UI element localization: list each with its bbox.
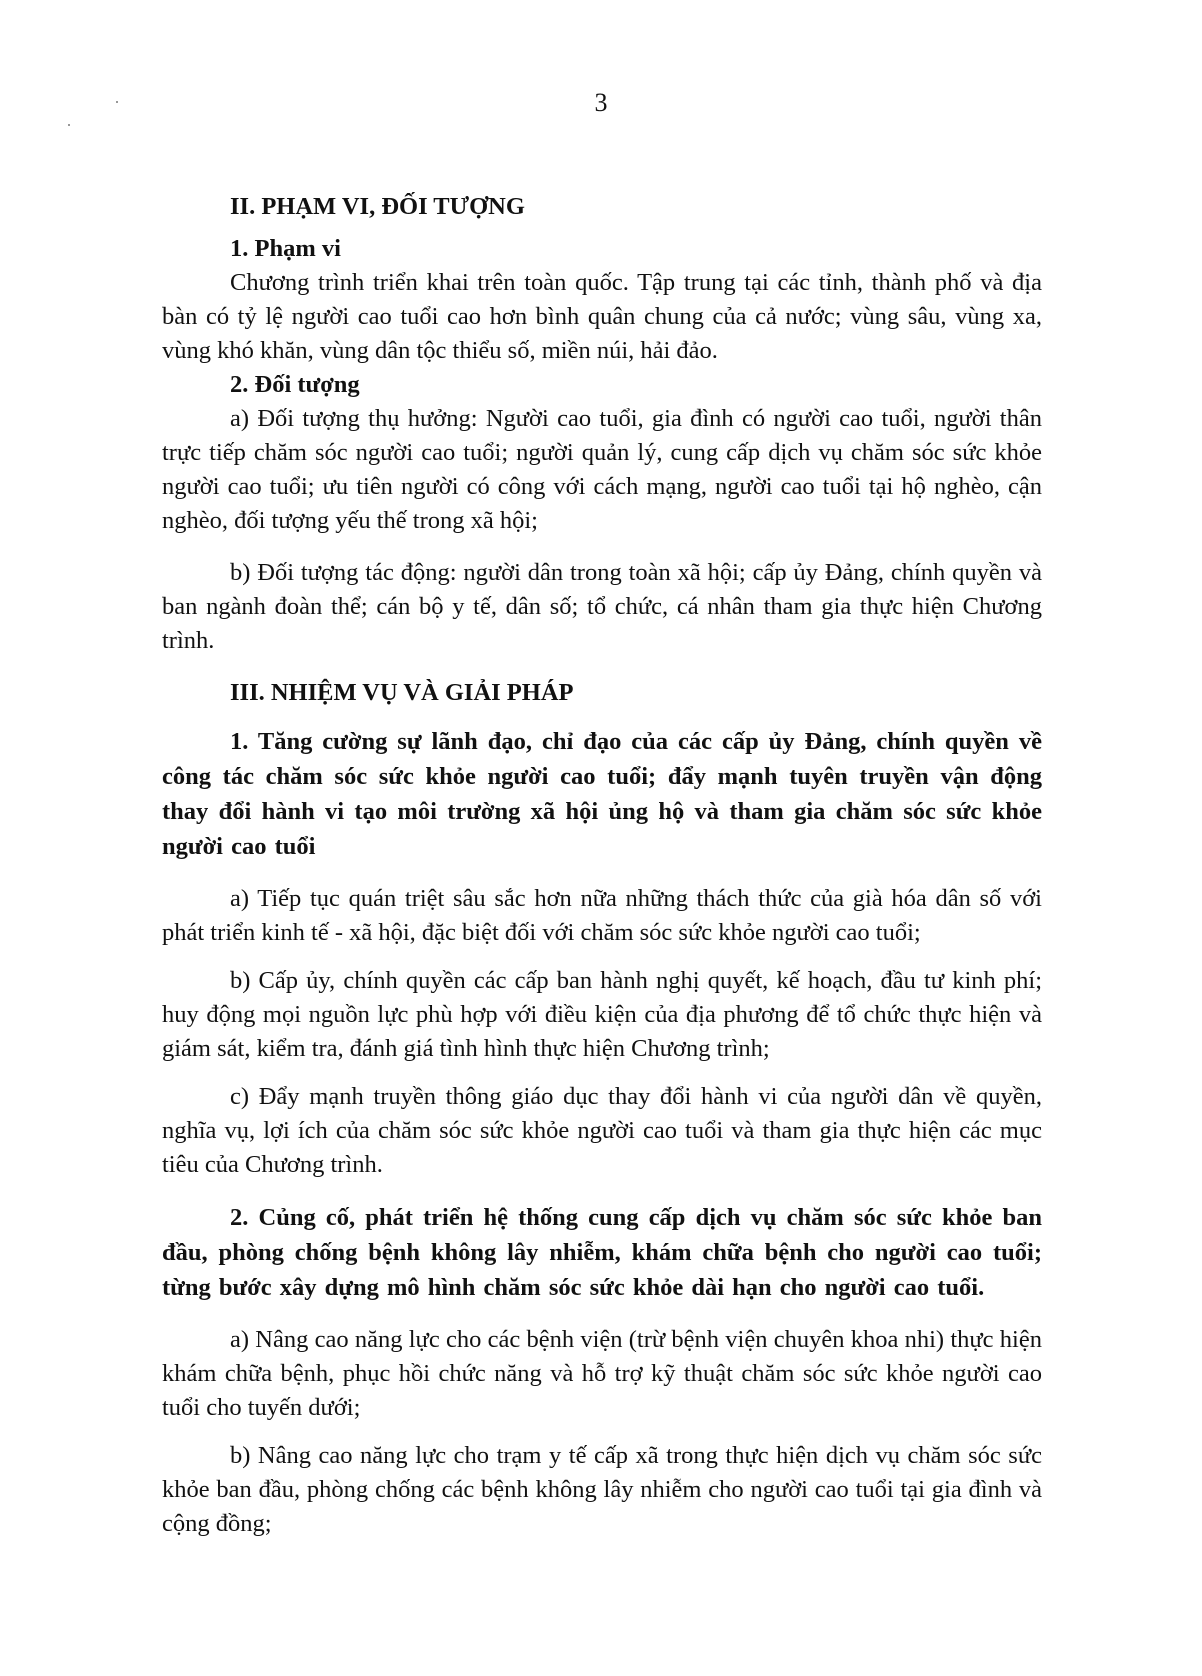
page-number: 3 bbox=[594, 88, 608, 117]
paragraph-task2-b: b) Nâng cao năng lực cho trạm y tế cấp xã trong thực hiện dịch vụ chăm sóc sức khỏe ban đầu, phòng chống các bệnh không lây nhiễm cho người cao tuổi tại gia đình và cộng đồng; bbox=[162, 1442, 1042, 1537]
paragraph-task1-a: a) Tiếp tục quán triệt sâu sắc hơn nữa những thách thức của già hóa dân số với phát triển kinh tế - xã hội, đặc biệt đối với chăm sóc sức khỏe người cao tuổi; bbox=[162, 885, 1042, 946]
task-heading-1: 1. Tăng cường sự lãnh đạo, chỉ đạo của các cấp ủy Đảng, chính quyền về công tác chăm sóc sức khỏe người cao tuổi; đẩy mạnh tuyên truyền vận động thay đổi hành vi tạo môi trường xã hội ủng hộ và tham gia chăm sóc sức khỏe người cao tuổi bbox=[162, 728, 1042, 860]
paragraph-scope: Chương trình triển khai trên toàn quốc. Tập trung tại các tỉnh, thành phố và địa bàn có tỷ lệ người cao tuổi cao hơn bình quân chung của cả nước; vùng sâu, vùng xa, vùng khó khăn, vùng dân tộc thiểu số, miền núi, hải đảo. bbox=[162, 269, 1042, 364]
subsection-heading-subjects: 2. Đối tượng bbox=[230, 371, 360, 398]
subsection-heading-scope: 1. Phạm vi bbox=[230, 235, 341, 262]
scan-artifact bbox=[68, 124, 70, 126]
paragraph-beneficiaries: a) Đối tượng thụ hưởng: Người cao tuổi, gia đình có người cao tuổi, người thân trực tiếp chăm sóc người cao tuổi; người quản lý, cung cấp dịch vụ chăm sóc sức khỏe người cao tuổi; ưu tiên người có công với cách mạng, người cao tuổi tại hộ nghèo, cận nghèo, đối tượng yếu thế trong xã hội; bbox=[162, 405, 1042, 534]
document-body bbox=[162, 190, 1042, 1541]
section-heading-ii: II. PHẠM VI, ĐỐI TƯỢNG bbox=[230, 193, 525, 220]
section-heading-iii: III. NHIỆM VỤ VÀ GIẢI PHÁP bbox=[230, 679, 574, 706]
paragraph-task1-b: b) Cấp ủy, chính quyền các cấp ban hành nghị quyết, kế hoạch, đầu tư kinh phí; huy động mọi nguồn lực phù hợp với điều kiện của địa phương để tổ chức thực hiện và giám sát, kiểm tra, đánh giá tình hình thực hiện Chương trình; bbox=[162, 967, 1042, 1062]
paragraph-target-groups: b) Đối tượng tác động: người dân trong toàn xã hội; cấp ủy Đảng, chính quyền và ban ngành đoàn thể; cán bộ y tế, dân số; tổ chức, cá nhân tham gia thực hiện Chương trình. bbox=[162, 559, 1042, 654]
paragraph-task2-a: a) Nâng cao năng lực cho các bệnh viện (trừ bệnh viện chuyên khoa nhi) thực hiện khám chữa bệnh, phục hồi chức năng và hỗ trợ kỹ thuật chăm sóc sức khỏe người cao tuổi cho tuyến dưới; bbox=[162, 1326, 1042, 1421]
paragraph-task1-c: c) Đẩy mạnh truyền thông giáo dục thay đổi hành vi của người dân về quyền, nghĩa vụ, lợi ích của chăm sóc sức khỏe người cao tuổi và tham gia thực hiện các mục tiêu của Chương trình. bbox=[162, 1083, 1042, 1178]
task-heading-2: 2. Củng cố, phát triển hệ thống cung cấp dịch vụ chăm sóc sức khỏe ban đầu, phòng chống bệnh không lây nhiễm, khám chữa bệnh cho người cao tuổi; từng bước xây dựng mô hình chăm sóc sức khỏe dài hạn cho người cao tuổi. bbox=[162, 1204, 1042, 1301]
